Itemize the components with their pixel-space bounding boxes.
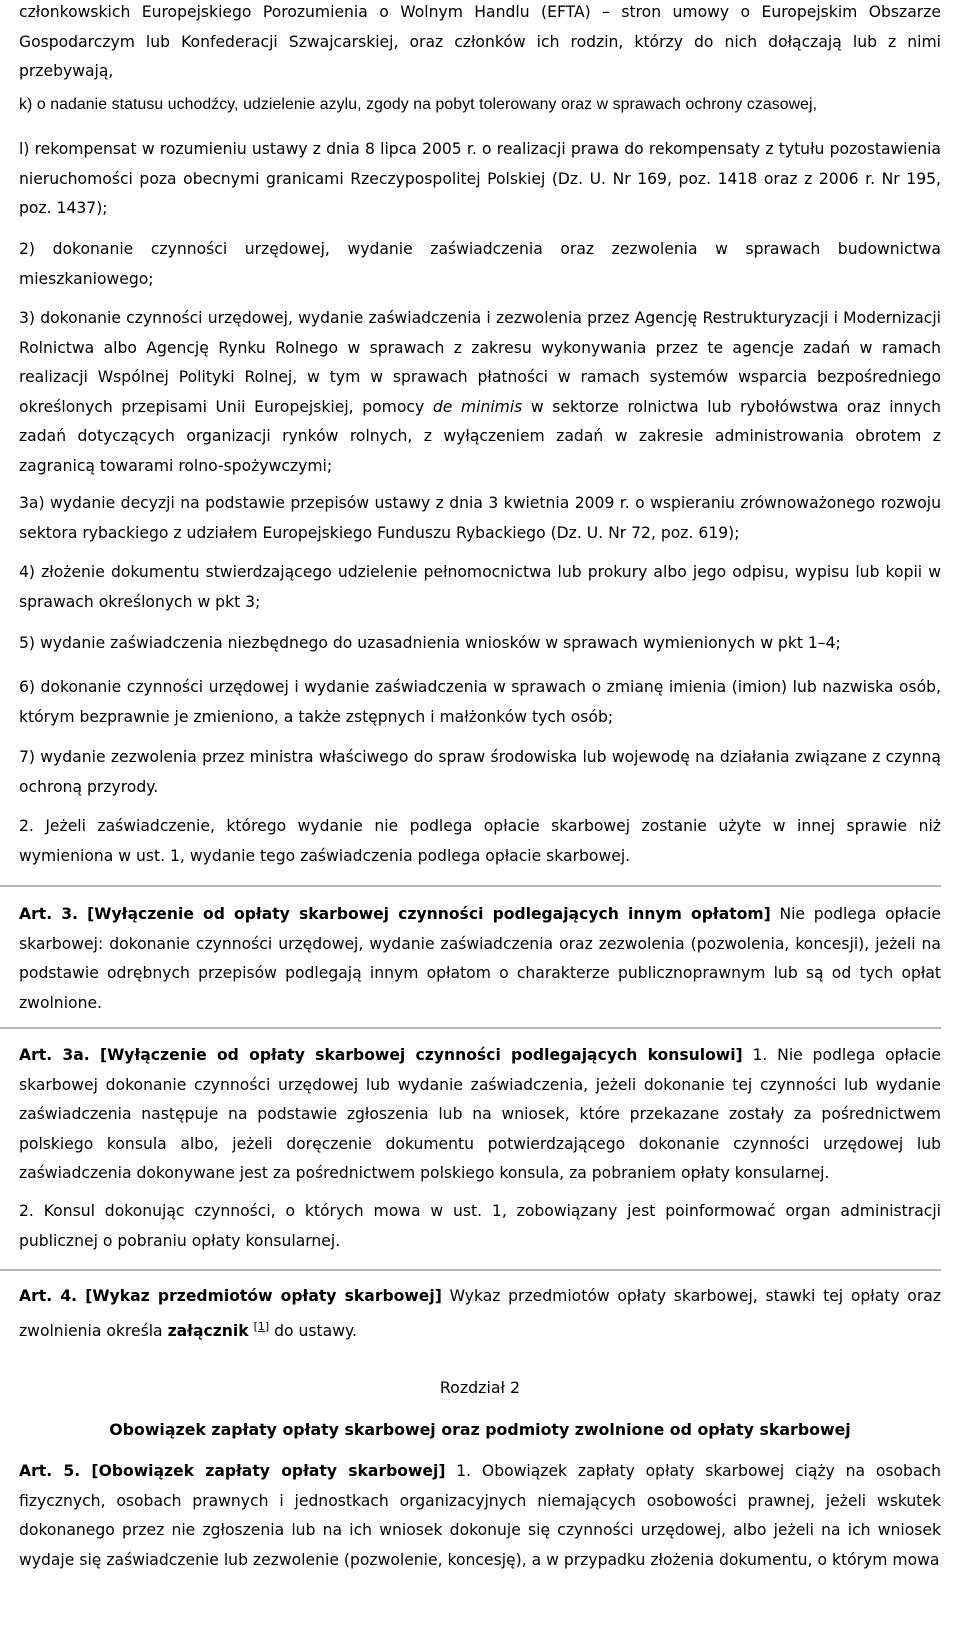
divider xyxy=(0,885,941,887)
de-minimis-term: de minimis xyxy=(432,397,523,416)
article-5-body: 1. Obowiązek zapłaty opłaty skarbowej ciąży na osobach fizycznych, osobach prawnych i jednostkach organizacyjnych niemających osobowości prawnej, jeżeli wskutek dokonanego przez nie zgłoszenia lub na ich wniosek dokonuje się czynności urzędowej, albo jeżeli na ich wniosek wydaje się zaświadczenie lub zezwolenie (pozwolenie, koncesję), a w przypadku złożenia dokumentu, o którym mowa xyxy=(19,1462,941,1569)
article-3a-heading: Art. 3a. [Wyłączenie od opłaty skarbowej czynności podlegających konsulowi] xyxy=(19,1046,743,1064)
paragraph-3a: 3a) wydanie decyzji na podstawie przepisów ustawy z dnia 3 kwietnia 2009 r. o wspieraniu zrównoważonego rozwoju sektora rybackiego z udziałem Europejskiego Funduszu Rybackiego (Dz. U. Nr 72, poz. 619); xyxy=(19,494,941,542)
article-4-heading: Art. 4. [Wykaz przedmiotów opłaty skarbowej] xyxy=(19,1287,442,1305)
footnote-link[interactable]: [1] xyxy=(253,1319,270,1333)
paragraph-4: 4) złożenie dokumentu stwierdzającego udzielenie pełnomocnictwa lub prokury albo jego odpisu, wypisu lub kopii w sprawach określonych w pkt 3; xyxy=(19,563,941,611)
paragraph-2: 2) dokonanie czynności urzędowej, wydanie zaświadczenia oraz zezwolenia w sprawach budownictwa mieszkaniowego; xyxy=(19,240,941,288)
paragraph-3-text-a: 3) dokonanie czynności urzędowej, wydanie zaświadczenia i zezwolenia przez Agencję Restrukturyzacji i Modernizacji Rolnictwa albo Agencję Rynku Rolnego w sprawach z zakresu wykonywania przez te agencje zadań w ramach realizacji Wspólnej Polityki Rolnej, w tym w sprawach płatności w ramach systemów wsparcia bezpośredniego określonych przepisami Unii Europejskiej, pomocy xyxy=(19,309,941,416)
paragraph-7: 7) wydanie zezwolenia przez ministra właściwego do spraw środowiska lub wojewodę na działania związane z czynną ochroną przyrody. xyxy=(19,748,941,796)
paragraph-l: l) rekompensat w rozumieniu ustawy z dnia 8 lipca 2005 r. o realizacji prawa do rekompensaty z tytułu pozostawienia nieruchomości poza obecnymi granicami Rzeczypospolitej Polskiej (Dz. U. Nr 169, poz. 1418 oraz z 2006 r. Nr 195, poz. 1437); xyxy=(19,140,941,218)
article-3-heading: Art. 3. [Wyłączenie od opłaty skarbowej czynności podlegających innym opłatom] xyxy=(19,905,771,923)
article-4-body: Wykaz przedmiotów opłaty skarbowej, stawki tej opłaty oraz zwolnienia określa xyxy=(19,1287,942,1340)
article-4-end: do ustawy. xyxy=(269,1321,357,1340)
chapter-title: Obowiązek zapłaty opłaty skarbowej oraz podmioty zwolnione od opłaty skarbowej xyxy=(109,1420,851,1439)
divider xyxy=(0,1269,941,1271)
attachment-term: załącznik xyxy=(167,1321,249,1340)
article-3a xyxy=(19,1041,941,1189)
chapter-number: Rozdział 2 xyxy=(439,1378,521,1397)
article-3a-body: 1. Nie podlega opłacie skarbowej dokonanie czynności urzędowej lub wydanie zaświadczenia, jeżeli dokonanie tej czynności lub wydanie zaświadczenia następuje na podstawie zgłoszenia lub na wniosek, które przekazane zostały za pośrednictwem polskiego konsula albo, jeżeli doręczenie dokumentu potwierdzającego dokonanie czynności urzędowej lub zaświadczenia dokonywane jest za pośrednictwem polskiego konsula, za pobraniem opłaty konsularnej. xyxy=(19,1046,941,1183)
paragraph-6: 6) dokonanie czynności urzędowej i wydanie zaświadczenia w sprawach o zmianę imienia (imion) lub nazwiska osób, którym bezprawnie je zmieniono, a także zstępnych i małżonków tych osób; xyxy=(19,678,941,726)
divider xyxy=(0,1027,941,1029)
article-3a-ust-2: 2. Konsul dokonując czynności, o których mowa w ust. 1, zobowiązany jest poinformować organ administracji publicznej o pobraniu opłaty konsularnej. xyxy=(19,1202,941,1250)
article-5-heading: Art. 5. [Obowiązek zapłaty opłaty skarbowej] xyxy=(19,1462,446,1480)
paragraph-ust-2: 2. Jeżeli zaświadczenie, którego wydanie nie podlega opłacie skarbowej zostanie użyte w innej sprawie niż wymieniona w ust. 1, wydanie tego zaświadczenia podlega opłacie skarbowej. xyxy=(19,817,941,865)
article-5 xyxy=(19,1457,941,1575)
paragraph-efta: członkowskich Europejskiego Porozumienia o Wolnym Handlu (EFTA) – stron umowy o Europejskim Obszarze Gospodarczym lub Konfederacji Szwajcarskiej, oraz członków ich rodzin, którzy do nich dołączają lub z nimi przebywają, xyxy=(19,3,941,81)
paragraph-3-text-b: w sektorze rolnictwa lub rybołówstwa oraz innych zadań dotyczących organizacji rynków rolnych, z wyłączeniem zadań w zakresie administrowania obrotem z zagranicą towarami rolno-spożywczymi; xyxy=(19,397,941,475)
article-3 xyxy=(19,900,941,1018)
paragraph-5: 5) wydanie zaświadczenia niezbędnego do uzasadnienia wniosków w sprawach wymienionych w pkt 1–4; xyxy=(19,634,841,652)
article-4 xyxy=(19,1282,941,1346)
paragraph-k: k) o nadanie statusu uchodźcy, udzielenie azylu, zgody na pobyt tolerowany oraz w sprawach ochrony czasowej, xyxy=(19,96,818,113)
paragraph-3 xyxy=(19,304,941,482)
article-3-body: Nie podlega opłacie skarbowej: dokonanie czynności urzędowej, wydanie zaświadczenia oraz zezwolenia (pozwolenia, koncesji), jeżeli na podstawie odrębnych przepisów podlegają innym opłatom o charakterze publicznoprawnym lub są od tych opłat zwolnione. xyxy=(19,905,941,1012)
